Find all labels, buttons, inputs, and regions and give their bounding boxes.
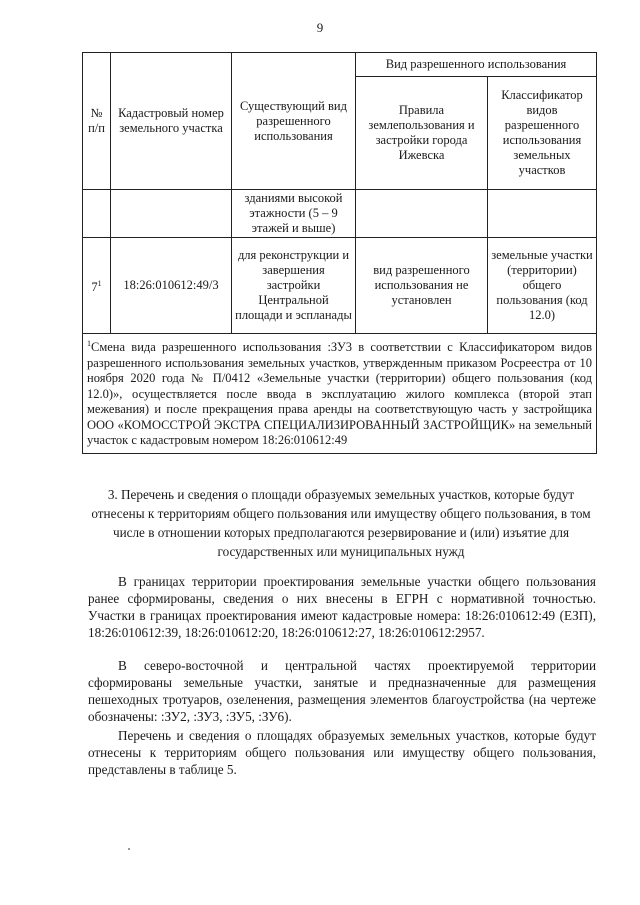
cell-num (83, 238, 111, 334)
cell-classifier: земельные участки (территории) общего пользования (код 12.0) (488, 238, 597, 334)
footnote-cell (83, 334, 597, 454)
paragraph-1-text: В границах территории проектирования земельные участки общего пользования ранее сформированы, сведения о них внесены в ЕГРН с нормативной точностью. Участки в границах проектирования имеют кадастровые номера: 18:26:010612:49 (ЕЗП), 18:26:010612:39, 18:26:010612:20, 18:26:010612:27, 18:26:010612:2957. (88, 574, 596, 640)
cell-empty (83, 190, 111, 238)
page-number: 9 (316, 20, 324, 35)
table-row-continuation (83, 190, 597, 238)
section-title: 3. Перечень и сведения о площади образуемых земельных участков, которые будут отнесены к территориям общего пользования или имуществу общего пользования, в том числе в отношении которых предполагаются резервирование и (или) изъятие для государственных или муниципальных нужд (91, 487, 591, 559)
header-row-top (83, 53, 597, 77)
paragraph-3 (88, 727, 596, 778)
table-row (83, 238, 597, 334)
header-permitted-use: Вид разрешенного использования (356, 53, 597, 77)
paragraph-3-text: Перечень и сведения о площадях образуемых земельных участков, которые будут отнесены к территориям общего пользования или имуществу общего пользования, представлены в таблице 5. (88, 728, 596, 777)
footnote-mark: 1 (87, 339, 91, 348)
header-classifier: Классификатор видов разрешенного использования земельных участков (488, 77, 597, 190)
paragraph-2-text: В северо-восточной и центральной частях проектируемой территории сформированы земельные участки, занятые и предназначенные для размещения пешеходных тротуаров, озеленения, размещения элементов благоустройства (на чертеже обозначены: :ЗУ2, :ЗУ3, :ЗУ5, :ЗУ6). (88, 658, 596, 724)
header-num: № п/п (83, 53, 111, 190)
cell-existing-use: для реконструкции и завершения застройки Центральной площади и эспланады (232, 238, 356, 334)
cell-empty (356, 190, 488, 238)
row-number: 7 (91, 280, 98, 295)
row-number-superscript: 1 (97, 278, 102, 288)
footnote-row (83, 334, 597, 454)
paragraph-2 (88, 657, 596, 725)
cell-rules: вид разрешенного использования не установлен (356, 238, 488, 334)
cell-cadastral: 18:26:010612:49/3 (111, 238, 232, 334)
cell-existing-use-continued: зданиями высокой этажности (5 – 9 этажей и выше) (232, 190, 356, 238)
scan-speck (128, 848, 130, 850)
cell-empty (488, 190, 597, 238)
paragraph-1 (88, 573, 596, 641)
header-rules: Правила землепользования и застройки города Ижевска (356, 77, 488, 190)
header-cadastral: Кадастровый номер земельного участка (111, 53, 232, 190)
header-existing-use: Существующий вид разрешенного использования (232, 53, 356, 190)
footnote-text: Смена вида разрешенного использования :ЗУ3 в соответствии с Классификатором видов разрешенного использования земельных участков, утвержденным приказом Росреестра от 10 ноября 2020 года № П/0412 «Земельные участки (территории) общего пользования (код 12.0)», осуществляется после ввода в эксплуатацию жилого комплекса (второй этап межевания) и после прекращения права аренды на соответствующую часть у застройщика ООО «КОМОССТРОЙ ЭКСТРА СПЕЦИАЛИЗИРОВАННЫЙ ЗАСТРОЙЩИК» на земельный участок с кадастровым номером 18:26:010612:49 (87, 340, 592, 448)
cell-empty (111, 190, 232, 238)
land-plots-table (82, 52, 597, 454)
